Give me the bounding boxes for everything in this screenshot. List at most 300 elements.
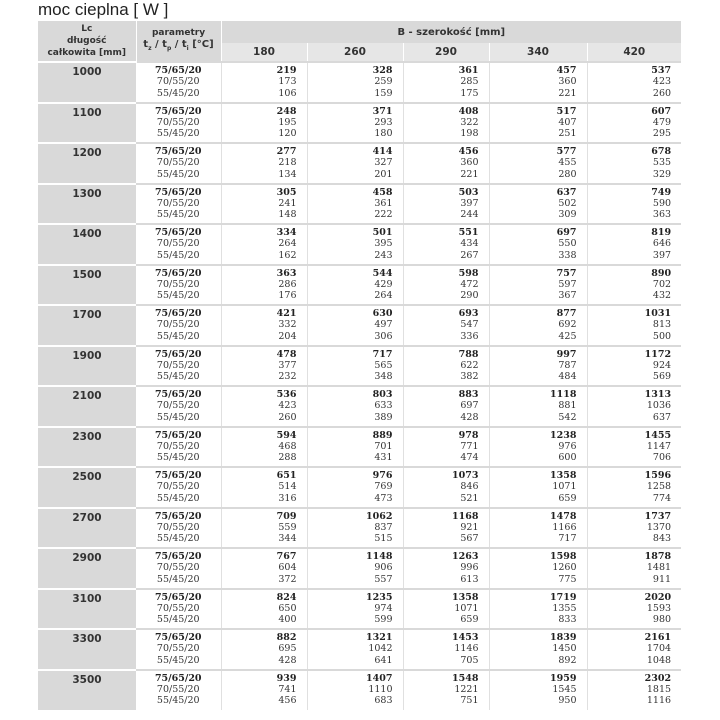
value-text: 1358	[550, 470, 577, 481]
value-text: 293	[374, 116, 393, 128]
value-text: 329	[652, 168, 672, 180]
value-text: 683	[374, 695, 393, 707]
value-text: 1110	[368, 683, 393, 695]
lc-cell: 1000	[38, 62, 136, 103]
lc-header-line2: długość	[66, 36, 107, 46]
param-label: 55/45/20	[156, 87, 200, 99]
param-cell	[136, 62, 221, 103]
param-cell	[136, 629, 221, 670]
value-text: 882	[276, 632, 297, 643]
table-row	[38, 589, 681, 630]
value-cell	[587, 427, 681, 468]
value-cell	[403, 467, 489, 508]
param-label: 55/45/20	[156, 371, 200, 383]
value-text: 939	[276, 672, 297, 684]
value-cell	[587, 184, 681, 225]
param-label: 55/45/20	[156, 249, 200, 261]
value-text: 1221	[454, 683, 479, 695]
value-text: 788	[458, 348, 479, 360]
value-text: 1172	[644, 348, 672, 360]
param-label: 70/55/20	[156, 157, 200, 169]
value-text: 204	[278, 330, 297, 342]
param-cell	[136, 467, 221, 508]
param-label: 75/65/20	[154, 348, 202, 360]
value-text: 633	[374, 400, 393, 412]
value-cell	[403, 386, 489, 427]
value-text: 1148	[366, 551, 393, 562]
value-text: 1313	[644, 389, 672, 400]
value-text: 751	[460, 695, 479, 707]
value-cell	[587, 629, 681, 670]
value-text: 557	[374, 573, 393, 585]
value-text: 590	[652, 197, 672, 209]
value-text: 622	[460, 359, 479, 371]
value-text: 537	[651, 65, 672, 76]
value-text: 309	[558, 209, 577, 221]
value-text: 803	[372, 389, 393, 400]
value-text: 1704	[646, 643, 672, 655]
value-cell	[221, 265, 307, 306]
table-row	[38, 427, 681, 468]
value-text: 1147	[646, 440, 672, 452]
value-text: 637	[652, 411, 672, 423]
width-header-cell: 290	[403, 43, 489, 62]
value-text: 767	[276, 551, 297, 562]
value-text: 260	[652, 87, 672, 99]
lc-cell: 2300	[38, 427, 136, 468]
value-text: 521	[460, 492, 479, 504]
value-text: 1031	[644, 308, 672, 319]
value-text: 372	[278, 573, 297, 585]
value-text: 559	[278, 521, 297, 533]
value-text: 456	[458, 146, 479, 157]
value-cell	[307, 467, 403, 508]
value-text: 251	[558, 128, 577, 140]
value-text: 911	[652, 573, 672, 585]
value-text: 650	[278, 602, 297, 614]
value-text: 201	[374, 168, 393, 180]
value-text: 705	[460, 654, 479, 666]
lc-cell: 1200	[38, 143, 136, 184]
value-cell	[307, 143, 403, 184]
param-label: 75/65/20	[154, 429, 202, 441]
lc-header-line1: Lc	[81, 24, 93, 34]
value-text: 414	[372, 146, 393, 157]
value-text: 478	[276, 348, 297, 360]
value-text: 159	[374, 87, 393, 99]
value-text: 408	[458, 105, 479, 117]
value-text: 717	[558, 533, 577, 545]
value-text: 148	[278, 209, 297, 221]
value-text: 173	[278, 76, 297, 88]
value-cell	[403, 589, 489, 630]
value-text: 497	[374, 319, 393, 331]
value-text: 361	[458, 65, 479, 76]
value-text: 1260	[552, 562, 577, 574]
param-label: 55/45/20	[156, 695, 200, 707]
value-cell	[489, 670, 587, 711]
param-label: 70/55/20	[156, 521, 200, 533]
value-text: 243	[374, 249, 393, 261]
value-text: 921	[460, 521, 479, 533]
value-text: 565	[374, 359, 393, 371]
value-text: 1235	[366, 591, 393, 603]
value-text: 500	[652, 330, 672, 342]
param-label: 75/65/20	[154, 146, 202, 157]
value-cell	[489, 224, 587, 265]
lc-cell: 1500	[38, 265, 136, 306]
value-text: 344	[278, 533, 297, 545]
value-cell	[587, 62, 681, 103]
value-text: 547	[460, 319, 479, 331]
table-row	[38, 386, 681, 427]
param-label: 75/65/20	[154, 591, 202, 603]
value-cell	[403, 265, 489, 306]
value-text: 1455	[644, 429, 672, 441]
value-cell	[587, 143, 681, 184]
value-text: 175	[460, 87, 479, 99]
value-cell	[221, 305, 307, 346]
value-text: 883	[458, 389, 479, 400]
param-label: 70/55/20	[156, 440, 200, 452]
lc-cell: 2900	[38, 548, 136, 589]
value-text: 2161	[644, 632, 672, 643]
param-label: 55/45/20	[156, 209, 200, 221]
value-text: 997	[556, 348, 577, 360]
value-text: 295	[652, 128, 672, 140]
param-cell	[136, 670, 221, 711]
param-label: 70/55/20	[156, 197, 200, 209]
value-text: 600	[558, 452, 577, 464]
param-label: 55/45/20	[156, 290, 200, 302]
value-text: 382	[460, 371, 479, 383]
param-label: 75/65/20	[154, 65, 202, 76]
param-label: 70/55/20	[156, 643, 200, 655]
table-row	[38, 629, 681, 670]
value-text: 162	[278, 249, 297, 261]
value-text: 1321	[366, 632, 393, 643]
param-label: 70/55/20	[156, 359, 200, 371]
value-cell	[587, 670, 681, 711]
value-text: 1481	[646, 562, 672, 574]
value-text: 1450	[552, 643, 577, 655]
value-cell	[307, 670, 403, 711]
value-text: 892	[558, 654, 577, 666]
value-text: 771	[460, 440, 479, 452]
value-text: 514	[278, 481, 297, 493]
value-text: 709	[276, 510, 297, 522]
param-label: 70/55/20	[156, 562, 200, 574]
value-cell	[221, 548, 307, 589]
value-text: 1116	[646, 695, 672, 707]
param-label: 75/65/20	[154, 632, 202, 643]
value-text: 1258	[646, 481, 672, 493]
value-cell	[307, 508, 403, 549]
value-cell	[307, 184, 403, 225]
value-text: 1593	[646, 602, 672, 614]
heat-output-table	[38, 21, 681, 710]
value-cell	[403, 62, 489, 103]
value-text: 974	[374, 602, 393, 614]
value-text: 846	[460, 481, 479, 493]
value-text: 1596	[644, 470, 672, 481]
value-text: 288	[278, 452, 297, 464]
table-row	[38, 103, 681, 144]
value-cell	[587, 103, 681, 144]
value-text: 536	[276, 389, 297, 400]
value-text: 630	[372, 308, 393, 319]
value-text: 134	[278, 168, 297, 180]
value-text: 195	[278, 116, 297, 128]
param-cell	[136, 265, 221, 306]
width-header-cell: 260	[307, 43, 403, 62]
value-text: 222	[374, 209, 393, 221]
value-text: 551	[458, 227, 479, 238]
value-cell	[403, 427, 489, 468]
value-text: 389	[374, 411, 393, 423]
value-text: 280	[558, 168, 577, 180]
lc-cell: 2100	[38, 386, 136, 427]
value-text: 397	[652, 249, 672, 261]
value-cell	[307, 62, 403, 103]
value-text: 1370	[646, 521, 672, 533]
value-cell	[403, 346, 489, 387]
value-text: 407	[558, 116, 577, 128]
width-header-cell: 420	[587, 43, 681, 62]
param-label: 75/65/20	[154, 267, 202, 279]
value-text: 651	[276, 470, 297, 481]
value-text: 1815	[646, 683, 672, 695]
value-text: 1737	[644, 510, 672, 522]
param-header	[136, 21, 221, 62]
param-label: 70/55/20	[156, 400, 200, 412]
param-label: 75/65/20	[154, 308, 202, 319]
param-label: 55/45/20	[156, 452, 200, 464]
value-cell	[403, 629, 489, 670]
param-label: 70/55/20	[156, 481, 200, 493]
value-text: 219	[276, 65, 297, 76]
param-label: 55/45/20	[156, 533, 200, 545]
lc-cell: 1400	[38, 224, 136, 265]
param-cell	[136, 589, 221, 630]
value-text: 428	[278, 654, 297, 666]
value-text: 877	[556, 308, 577, 319]
value-text: 241	[278, 197, 297, 209]
value-cell	[307, 548, 403, 589]
value-cell	[489, 103, 587, 144]
param-label: 55/45/20	[156, 411, 200, 423]
value-text: 334	[276, 227, 297, 238]
value-text: 659	[558, 492, 577, 504]
value-text: 693	[458, 308, 479, 319]
value-text: 769	[374, 481, 393, 493]
value-text: 607	[651, 105, 672, 117]
param-label: 75/65/20	[154, 105, 202, 117]
value-cell	[307, 305, 403, 346]
value-cell	[307, 386, 403, 427]
value-cell	[489, 589, 587, 630]
value-text: 824	[276, 591, 297, 603]
value-text: 637	[556, 186, 577, 198]
value-text: 1839	[550, 632, 577, 643]
value-text: 749	[651, 186, 672, 198]
value-text: 659	[460, 614, 479, 626]
value-cell	[587, 467, 681, 508]
param-cell	[136, 143, 221, 184]
value-text: 906	[374, 562, 393, 574]
value-text: 316	[278, 492, 297, 504]
value-text: 1719	[550, 591, 577, 603]
value-text: 1545	[552, 683, 577, 695]
value-text: 646	[652, 238, 672, 250]
value-cell	[403, 184, 489, 225]
value-text: 338	[558, 249, 577, 261]
value-text: 232	[278, 371, 297, 383]
value-cell	[307, 265, 403, 306]
value-text: 1073	[452, 470, 479, 481]
param-label: 70/55/20	[156, 116, 200, 128]
value-cell	[403, 305, 489, 346]
value-text: 813	[652, 319, 672, 331]
param-header-line2: $t_z / t_p / t_i$ [°C]	[143, 39, 214, 52]
value-text: 327	[374, 157, 393, 169]
value-text: 701	[374, 440, 393, 452]
lc-cell: 1700	[38, 305, 136, 346]
value-text: 395	[374, 238, 393, 250]
value-cell	[307, 629, 403, 670]
lc-cell: 1300	[38, 184, 136, 225]
value-text: 843	[652, 533, 672, 545]
lc-cell: 1900	[38, 346, 136, 387]
param-label: 75/65/20	[154, 186, 202, 198]
value-text: 285	[460, 76, 479, 88]
value-text: 924	[652, 359, 672, 371]
value-cell	[587, 589, 681, 630]
param-label: 75/65/20	[154, 672, 202, 684]
value-text: 976	[558, 440, 577, 452]
value-text: 1146	[454, 643, 479, 655]
value-text: 221	[460, 168, 479, 180]
value-cell	[587, 265, 681, 306]
value-text: 604	[278, 562, 297, 574]
value-text: 457	[556, 65, 577, 76]
value-text: 360	[460, 157, 479, 169]
value-text: 458	[372, 186, 393, 198]
value-text: 425	[558, 330, 577, 342]
value-text: 678	[651, 146, 672, 157]
value-text: 400	[278, 614, 297, 626]
table-row	[38, 224, 681, 265]
value-cell	[221, 629, 307, 670]
table-row	[38, 548, 681, 589]
param-label: 70/55/20	[156, 602, 200, 614]
param-cell	[136, 508, 221, 549]
param-label: 70/55/20	[156, 319, 200, 331]
value-cell	[489, 427, 587, 468]
value-text: 503	[458, 186, 479, 198]
value-cell	[489, 467, 587, 508]
value-text: 277	[276, 146, 297, 157]
value-text: 706	[652, 452, 672, 464]
value-text: 434	[460, 238, 479, 250]
value-text: 1071	[552, 481, 577, 493]
value-text: 1548	[452, 672, 479, 684]
table-row	[38, 184, 681, 225]
value-text: 889	[372, 429, 393, 441]
value-text: 950	[558, 695, 577, 707]
value-text: 423	[278, 400, 297, 412]
value-text: 455	[558, 157, 577, 169]
value-text: 120	[278, 128, 297, 140]
value-text: 641	[374, 654, 393, 666]
value-text: 264	[278, 238, 297, 250]
param-label: 55/45/20	[156, 492, 200, 504]
param-label: 75/65/20	[154, 227, 202, 238]
param-cell	[136, 548, 221, 589]
value-cell	[403, 670, 489, 711]
value-text: 702	[652, 278, 672, 290]
param-cell	[136, 427, 221, 468]
value-text: 468	[278, 440, 297, 452]
value-text: 377	[278, 359, 297, 371]
value-text: 1407	[366, 672, 393, 684]
value-text: 774	[652, 492, 672, 504]
value-cell	[221, 184, 307, 225]
value-cell	[221, 224, 307, 265]
value-cell	[489, 386, 587, 427]
value-text: 1238	[550, 429, 577, 441]
param-label: 55/45/20	[156, 614, 200, 626]
value-text: 978	[458, 429, 479, 441]
value-text: 472	[460, 278, 479, 290]
param-label: 70/55/20	[156, 683, 200, 695]
value-text: 599	[374, 614, 393, 626]
value-cell	[307, 224, 403, 265]
value-text: 1878	[644, 551, 672, 562]
value-cell	[221, 346, 307, 387]
lc-cell: 3100	[38, 589, 136, 630]
param-header-line1: parametry	[151, 28, 206, 38]
value-cell	[403, 508, 489, 549]
value-text: 336	[460, 330, 479, 342]
value-text: 328	[372, 65, 393, 76]
value-text: 1453	[452, 632, 479, 643]
value-text: 397	[460, 197, 479, 209]
value-cell	[403, 103, 489, 144]
value-text: 259	[374, 76, 393, 88]
value-cell	[489, 143, 587, 184]
value-cell	[587, 346, 681, 387]
value-cell	[587, 548, 681, 589]
value-cell	[587, 508, 681, 549]
width-group-header: B - szerokość [mm]	[221, 21, 681, 43]
param-label: 55/45/20	[156, 168, 200, 180]
value-text: 695	[278, 643, 297, 655]
value-text: 474	[460, 452, 479, 464]
value-text: 348	[374, 371, 393, 383]
value-text: 837	[374, 521, 393, 533]
value-text: 286	[278, 278, 297, 290]
param-cell	[136, 386, 221, 427]
param-cell	[136, 346, 221, 387]
value-text: 697	[460, 400, 479, 412]
param-cell	[136, 305, 221, 346]
lc-cell: 1100	[38, 103, 136, 144]
lc-cell: 2700	[38, 508, 136, 549]
table-row	[38, 467, 681, 508]
value-text: 515	[374, 533, 393, 545]
value-text: 267	[460, 249, 479, 261]
